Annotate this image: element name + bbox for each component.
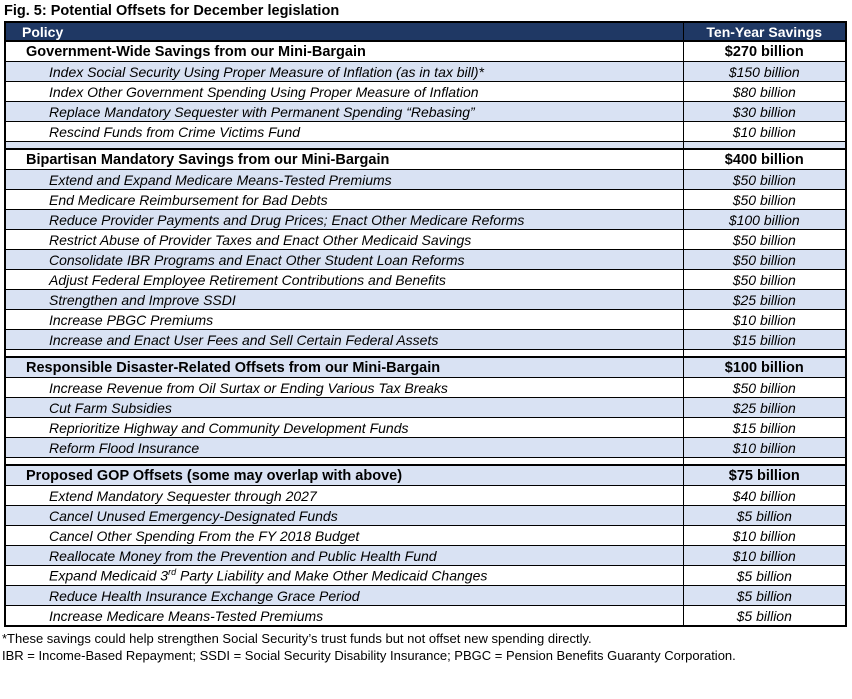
policy-cell: Adjust Federal Employee Retirement Contributions and Benefits [5, 270, 683, 290]
policy-cell: Restrict Abuse of Provider Taxes and Enact Other Medicaid Savings [5, 230, 683, 250]
column-header-savings: Ten-Year Savings [683, 22, 846, 41]
savings-cell: $25 billion [683, 290, 846, 310]
policy-cell: Increase and Enact User Fees and Sell Certain Federal Assets [5, 330, 683, 350]
section-header-label: Government-Wide Savings from our Mini-Bargain [5, 41, 683, 62]
policy-cell: Strengthen and Improve SSDI [5, 290, 683, 310]
table-row [5, 586, 846, 606]
savings-cell: $10 billion [683, 310, 846, 330]
spacer-row [5, 142, 846, 150]
policy-cell: End Medicare Reimbursement for Bad Debts [5, 190, 683, 210]
table-row [5, 418, 846, 438]
savings-cell: $100 billion [683, 210, 846, 230]
table-row [5, 62, 846, 82]
spacer-cell [683, 458, 846, 466]
policy-cell: Extend and Expand Medicare Means-Tested Premiums [5, 170, 683, 190]
policy-cell: Extend Mandatory Sequester through 2027 [5, 486, 683, 506]
savings-cell: $50 billion [683, 170, 846, 190]
savings-cell: $50 billion [683, 378, 846, 398]
offsets-table [4, 21, 847, 627]
spacer-row [5, 350, 846, 358]
table-row [5, 438, 846, 458]
table-row [5, 82, 846, 102]
column-header-policy: Policy [5, 22, 683, 41]
savings-cell: $5 billion [683, 506, 846, 526]
policy-cell: Reduce Health Insurance Exchange Grace Period [5, 586, 683, 606]
table-row [5, 102, 846, 122]
savings-cell: $15 billion [683, 330, 846, 350]
section-header-label: Proposed GOP Offsets (some may overlap with above) [5, 465, 683, 486]
table-row [5, 122, 846, 142]
policy-cell: Rescind Funds from Crime Victims Fund [5, 122, 683, 142]
footnotes [0, 627, 852, 664]
table-row [5, 230, 846, 250]
savings-cell: $10 billion [683, 526, 846, 546]
policy-cell: Increase PBGC Premiums [5, 310, 683, 330]
section-header-label: Bipartisan Mandatory Savings from our Mini-Bargain [5, 149, 683, 170]
policy-cell: Increase Revenue from Oil Surtax or Ending Various Tax Breaks [5, 378, 683, 398]
policy-cell: Cancel Other Spending From the FY 2018 Budget [5, 526, 683, 546]
table-row [5, 330, 846, 350]
savings-cell: $30 billion [683, 102, 846, 122]
table-row [5, 270, 846, 290]
ordinal-superscript: rd [168, 567, 177, 578]
savings-cell: $5 billion [683, 606, 846, 627]
figure-title: Fig. 5: Potential Offsets for December legislation [4, 3, 340, 19]
table-row [5, 190, 846, 210]
savings-cell: $150 billion [683, 62, 846, 82]
table-row [5, 526, 846, 546]
table-row [5, 606, 846, 627]
savings-cell: $50 billion [683, 250, 846, 270]
spacer-cell [5, 350, 683, 358]
savings-cell: $10 billion [683, 546, 846, 566]
table-row [5, 398, 846, 418]
policy-cell: Increase Medicare Means-Tested Premiums [5, 606, 683, 627]
policy-cell: Reform Flood Insurance [5, 438, 683, 458]
policy-cell: Reallocate Money from the Prevention and Public Health Fund [5, 546, 683, 566]
savings-cell: $50 billion [683, 230, 846, 250]
savings-cell: $5 billion [683, 586, 846, 606]
spacer-cell [683, 350, 846, 358]
policy-cell: Replace Mandatory Sequester with Permanent Spending “Rebasing” [5, 102, 683, 122]
section-header-row [5, 465, 846, 486]
savings-cell: $5 billion [683, 566, 846, 586]
table-header-row [5, 22, 846, 41]
policy-cell: Expand Medicaid 3rd Party Liability and Make Other Medicaid Changes [5, 566, 683, 586]
footnote-asterisk: *These savings could help strengthen Social Security’s trust funds but not offset new spending directly. [2, 631, 592, 646]
table-row [5, 506, 846, 526]
section-header-savings: $400 billion [683, 149, 846, 170]
table-row [5, 210, 846, 230]
policy-cell: Index Other Government Spending Using Proper Measure of Inflation [5, 82, 683, 102]
savings-cell: $40 billion [683, 486, 846, 506]
policy-cell: Index Social Security Using Proper Measure of Inflation (as in tax bill)* [5, 62, 683, 82]
footnote-abbreviations: IBR = Income-Based Repayment; SSDI = Social Security Disability Insurance; PBGC = Pension Benefits Guaranty Corporation. [2, 648, 736, 663]
section-header-row [5, 149, 846, 170]
table-row [5, 310, 846, 330]
savings-cell: $80 billion [683, 82, 846, 102]
savings-cell: $10 billion [683, 438, 846, 458]
table-row [5, 378, 846, 398]
table-row [5, 290, 846, 310]
spacer-cell [5, 458, 683, 466]
section-header-savings: $75 billion [683, 465, 846, 486]
policy-cell: Cut Farm Subsidies [5, 398, 683, 418]
savings-cell: $50 billion [683, 190, 846, 210]
policy-cell: Cancel Unused Emergency-Designated Funds [5, 506, 683, 526]
spacer-row [5, 458, 846, 466]
policy-cell: Consolidate IBR Programs and Enact Other Student Loan Reforms [5, 250, 683, 270]
policy-cell: Reduce Provider Payments and Drug Prices; Enact Other Medicare Reforms [5, 210, 683, 230]
section-header-savings: $100 billion [683, 357, 846, 378]
policy-cell: Reprioritize Highway and Community Development Funds [5, 418, 683, 438]
section-header-row [5, 357, 846, 378]
section-header-savings: $270 billion [683, 41, 846, 62]
table-row [5, 170, 846, 190]
savings-cell: $25 billion [683, 398, 846, 418]
section-header-row [5, 41, 846, 62]
savings-cell: $15 billion [683, 418, 846, 438]
table-row [5, 486, 846, 506]
spacer-cell [5, 142, 683, 150]
savings-cell: $10 billion [683, 122, 846, 142]
table-row [5, 250, 846, 270]
savings-cell: $50 billion [683, 270, 846, 290]
table-row [5, 566, 846, 586]
spacer-cell [683, 142, 846, 150]
table-row [5, 546, 846, 566]
section-header-label: Responsible Disaster-Related Offsets from our Mini-Bargain [5, 357, 683, 378]
